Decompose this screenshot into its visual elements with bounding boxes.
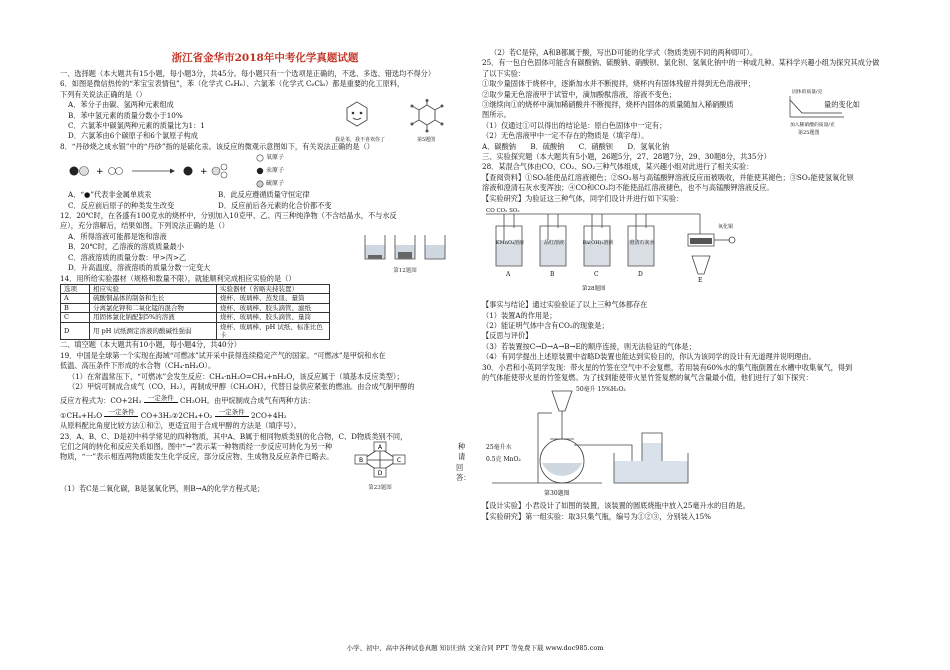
table-cell: C (61, 313, 90, 322)
node-c: C (396, 456, 402, 464)
q12-option-c: C．溶液溶质的质量分数：甲>丙>乙 (68, 252, 187, 262)
legend-mercury-atom: 汞原子 (266, 167, 285, 175)
table-header-cell: 相应实验 (90, 284, 217, 293)
q23-line-3-tail: 请 (458, 452, 466, 462)
q6-option-a: A．苯分子由碳、氢两种元素组成 (68, 100, 174, 110)
question-12 (60, 211, 470, 273)
section-2-heading: 二、填空题（本大题共有10小题，每小题4分，共40分） (60, 340, 241, 350)
letter-d: D (638, 271, 643, 279)
q25-step-3: ③继续向①的烧杯中滴加稀硝酸并不断搅拌，烧杯内固体的质量随加入稀硝酸质 (482, 100, 734, 110)
q6-line-1: 6．如图是微信热传的“苯宝宝表情包”，苯（化学式 C₆H₆）、六氯苯（化学式 C₆Cl₆）都是重要的化工原料， (60, 79, 405, 89)
h2o2-label: 50毫升 15%H₂O₂ (576, 386, 626, 394)
letter-e: E (698, 277, 703, 285)
letter-c: C (594, 271, 599, 279)
table-header-cell: 实验器材（省略夹持装置） (217, 284, 330, 293)
table-cell: 烧杯、玻璃棒、蒸发皿、量筒 (217, 294, 330, 303)
q28-sub-3: （3）若装置按C→D→A→B→E的顺序连接，则无法验证的气体是； (482, 341, 696, 351)
legend-sulfur-atom: 硫原子 (266, 180, 285, 188)
q19-equation-right: CH₃OH。由甲烷制成合成气有两种方法： (180, 396, 315, 406)
section-3-heading: 三、实验探究题（本大题共有5小题，26题5分，27、28题7分，29、30题8分，共35分） (482, 152, 771, 162)
table-cell: A (61, 294, 90, 303)
table-cell: 烧杯、玻璃棒、胶头滴管、滤纸 (217, 303, 330, 312)
q30-research: 【实验研究】第一组实验：取3只集气瓶，编号为①②③，分别装入15% (482, 511, 711, 521)
q8-option-c: C．反应前后原子的种类发生改变 (68, 200, 175, 210)
figure-5-caption: 第5题图 (417, 137, 436, 144)
question-30 (482, 363, 892, 523)
reaction-condition: 一定条件 (218, 408, 245, 417)
figure-23 (352, 440, 408, 491)
node-d: D (377, 469, 383, 477)
q23-sub-2: （2）若C是锌，A和B都属于酸，写出D可能的化学式（物质类别不同的两种即可）。 (490, 48, 758, 57)
table-cell: 用固体氯化钠配制5%的溶液 (90, 313, 217, 322)
letter-a: A (506, 271, 511, 279)
oxygen-generator-icon (482, 383, 702, 493)
table-cell: 分离氯化钾和二氧化锰的混合物 (90, 303, 217, 312)
table-row (61, 313, 330, 322)
legend-oxygen-atom: 氧原子 (266, 154, 285, 162)
question-8 (60, 142, 470, 211)
q28-conclusion: 【事实与结论】通过实验验证了以上三种气体都存在 (482, 300, 648, 310)
condition-arrow (215, 409, 249, 417)
svg-text:+: + (96, 167, 104, 178)
q28-sub-2: （2）能证明气体中含有CO₂的现象是； (482, 320, 609, 330)
q8-option-d: D．反应前后各元素的化合价都不变 (218, 200, 332, 210)
gas-washing-bottles-icon (482, 204, 742, 292)
solid-mass-curve-icon (784, 95, 846, 119)
q6-option-c: C．六氯苯中碳氯两种元素的质量比为1：1 (68, 121, 205, 131)
q6-option-d: D．六氯苯由6个碳原子和6个氯原子构成 (68, 131, 198, 141)
figure-28-apparatus (482, 204, 892, 300)
gas-inlet-label: CO CO₂ SO₂ (486, 208, 520, 215)
right-column (482, 48, 892, 522)
q28-sub-4: （4）有同学提出上述原装置中省略D装置也能达到实验目的，你认为该同学的设计有无道理并说明理由。 (482, 352, 816, 362)
q28-info-2: 溶液和澄清石灰水变浑浊；④CO和CO₂均不能使品红溶液褪色，也不与高锰酸钾溶液反应。 (482, 183, 774, 193)
q12-line-1: 12．20℃时，在各盛有100克水的烧杯中，分别加入10克甲、乙、丙三种纯净物（不含结晶水，不与水反 (60, 211, 397, 221)
q25-sub-1: （1）仅通过①可以得出的结论是：原白色固体中一定有； (482, 120, 667, 130)
table-header-cell: 选项 (61, 284, 90, 293)
paper-title: 浙江省金华市2018年中考化学真题试题 (171, 52, 359, 64)
question-25 (482, 58, 892, 152)
relation-diagram-icon (352, 440, 408, 480)
reaction-condition: 一定条件 (108, 408, 135, 417)
q19-line-6: 从原料配比角度比较方法①和②，更适宜用于合成甲醇的方法是（填序号）。 (60, 421, 301, 431)
q25-step-2: ②取少量无色溶液甲于试管中，滴加酚酞溶液，溶液不变色； (482, 89, 677, 99)
q14-table (60, 284, 330, 340)
q12-option-b: B．20℃时，乙溶液的溶质质量最小 (68, 242, 184, 252)
q8-line-1: 8．“丹砂烧之成水银”中的“丹砂”指的是硫化汞。该反应的微观示意图如下，有关说法正确的是（） (60, 141, 374, 151)
table-cell: B (61, 303, 90, 312)
table-cell: D (61, 322, 90, 340)
q28-info-3: 【实验研究】为验证这三种气体，同学们设计并进行如下实验： (482, 193, 684, 203)
q30-design: 【设计实验】小君设计了如图的装置，该装置的圆底烧瓶中放入25毫升水的目的是。 (482, 501, 750, 511)
q12-line-2: 应），充分溶解后，结果如图。下列说法正确的是（） (60, 221, 229, 231)
q23-line-3: 物质，“一”表示相连两物质能发生化学反应，部分反应物、生成物及反应条件已略去。 (60, 452, 334, 462)
q23-side-text: 种 (458, 442, 466, 451)
q19-method-2-right: 2CO+4H₂ (250, 410, 287, 420)
left-column (60, 0, 470, 494)
figure-25-caption: 第25题图 (798, 129, 820, 136)
q28-reflection-heading: 【反思与评价】 (482, 331, 533, 341)
table-cell: 用 pH 试纸测定溶液的酸碱性强弱 (90, 322, 217, 340)
q23-line-2: 它们之间的转化和反应关系如图。图中“→”表示某一种物质经一步反应可转化为另一种 (60, 442, 333, 451)
q25-line-6: 图所示。 (482, 110, 511, 120)
three-beakers-icon (360, 231, 450, 263)
q23-line-1: 23．A、B、C、D是初中科学常见的四种物质，其中A、B属于相同物质类别的化合物，C、D物质类别不同， (60, 431, 408, 441)
figure-23-caption: 第23题图 (368, 485, 392, 491)
q23-line-4: 回答： (456, 462, 471, 483)
benzene-molecule-icon (335, 99, 463, 135)
q8-option-b: B．此反应遵循质量守恒定律 (218, 190, 310, 200)
q19-line-2: 低温、高压条件下形成的水合物（CH₄·nH₂O）。 (60, 361, 216, 371)
letter-b: B (550, 271, 555, 279)
q19-method-mid: CO+3H₂②2CH₄+O₂ (140, 410, 213, 420)
q25-line-1: 25．有一包白色固体可能含有碳酸钠、硫酸钠、硝酸钡、氯化钡、氢氧化钠中的一种或几种。某科学兴趣小组为探究其成分做 (482, 58, 880, 68)
q14-line-1: 14．用所给实验器材（规格和数量不限），就能顺利完成相应实验的是（） (60, 273, 296, 283)
question-6 (60, 79, 470, 144)
figure-30-apparatus (482, 383, 892, 501)
bottle-b-label: 品红溶液 (543, 240, 564, 247)
condition-arrow (144, 395, 178, 403)
q8-option-a: A．“●”代表非金属单质汞 (68, 190, 152, 200)
q25-step-3-tail: 量的变化如 (824, 100, 860, 110)
q30-line-2: 的气体能使带火星的竹签复燃。为了找到能使带火星竹签复燃的氧气含量最小值，他们进行了如下探究： (482, 372, 813, 382)
question-14 (60, 274, 470, 341)
q8-reaction-diagram (60, 152, 470, 190)
condition-arrow (104, 409, 138, 417)
graph-y-label: 固体的质量/克 (792, 90, 823, 96)
figure-5-speech: 我是苯，我不喜欢你了 (335, 137, 386, 144)
question-28 (482, 162, 892, 362)
section-1-heading: 一、选择题（本大题共有15小题，每小题3分，共45分。每小题只有一个选项是正确的，不选、多选、错选均不得分） (60, 69, 436, 78)
mno2-label: 0.5克 MnO₂ (486, 456, 521, 464)
figure-12-caption: 第12题图 (393, 268, 417, 275)
node-a: A (377, 443, 383, 451)
table-row (61, 294, 330, 303)
q6-option-b: B．苯中氢元素的质量分数小于10% (68, 110, 183, 120)
table-cell: 烧杯、玻璃棒、pH 试纸、标准比色卡 (217, 322, 330, 340)
question-23 (60, 432, 470, 494)
figure-12 (360, 231, 450, 273)
benzene-emoji-figure (335, 99, 463, 143)
q25-step-1: ①取少量固体于烧杯中，逐渐加水并不断搅拌，烧杯内有固体残留并得到无色溶液甲； (482, 79, 756, 89)
q12-option-d: D．升高温度，溶液溶质的质量分数一定变大 (68, 263, 211, 273)
graph-x-label: 加入稀硝酸的质量/克 (790, 122, 835, 128)
q19-line-1: 19．中国是全球第一个实现在海域“可燃冰”试开采中获得连续稳定产气的国家。“可燃冰”是甲烷和水在 (60, 350, 386, 360)
bottle-d-label: 澄清石灰水 (629, 240, 655, 247)
figure-28-caption: 第28题图 (582, 286, 606, 293)
q6-line-2: 下列有关说法正确的是（） (60, 89, 147, 99)
water-label: 25毫升水 (486, 444, 512, 452)
q12-option-a: A．所得溶液可能都是饱和溶液 (68, 231, 167, 241)
q19-equation-left: 反应方程式为：CO+2H₂ (60, 396, 142, 406)
bottle-c-label: Ba(OH)₂溶液 (582, 240, 614, 247)
page-footer: 小学、初中、高中各种试卷真题 知识归纳 文案合同 PPT 等免费下载 www.doc985.com (346, 644, 604, 652)
tube-e-label: 氧化铜 (718, 224, 734, 231)
figure-30-caption: 第30题图 (544, 490, 570, 498)
q30-line-1: 30．小君和小英同学发现：带火星的竹签在空气中不会复燃，若用装有60%水的集气瓶倒置在水槽中收集氧气，得到 (482, 362, 853, 372)
table-cell: 烧杯、玻璃棒、胶头滴管、量筒 (217, 313, 330, 322)
q19-method-1-left: ①CH₄+H₂O (60, 410, 103, 420)
table-row (61, 303, 330, 312)
q28-info-1: 【查阅资料】①SO₂能使品红溶液褪色；②SO₂易与高锰酸钾溶液反应而被吸收，并能使其褪色；③SO₂能使氢氧化钡 (482, 172, 854, 182)
q28-line-1: 28．某混合气体由CO、CO₂、SO₂三种气体组成，某兴趣小组对此进行了相关实验： (482, 162, 754, 172)
table-row (61, 322, 330, 340)
svg-text:+: + (200, 167, 208, 178)
q25-line-2: 了以下实验： (482, 68, 526, 78)
figure-25-graph (784, 90, 846, 134)
bottle-a-label: KMnO₄溶液 (495, 240, 525, 247)
table-header-row (61, 284, 330, 293)
q25-options: A．碳酸钠 B．硫酸钠 C．硝酸钡 D．氢氧化钠 (482, 141, 670, 151)
reaction-condition: 一定条件 (147, 393, 174, 402)
q23-sub-1: （1）若C是二氧化碳，B是氢氧化钙，则B→A的化学方程式是； (60, 483, 265, 493)
q19-sub-2: （2）甲烷可制成合成气（CO、H₂），再制成甲醇（CH₃OH），代替日益供应紧张的燃油。由合成气制甲醇的 (68, 381, 415, 391)
node-b: B (358, 456, 364, 464)
q28-sub-1: （1）装置A的作用是； (482, 310, 557, 320)
q25-sub-2: （2）无色溶液甲中一定不存在的物质是（填字母）。 (482, 131, 649, 141)
q19-sub-1: （1）在常温常压下，“可燃冰”会发生反应：CH₄·nH₂O=CH₄+nH₂O，该反应属于（填基本反应类型）； (68, 371, 404, 381)
table-cell: 硫酸铜晶体的制备和生长 (90, 294, 217, 303)
question-19 (60, 351, 470, 432)
